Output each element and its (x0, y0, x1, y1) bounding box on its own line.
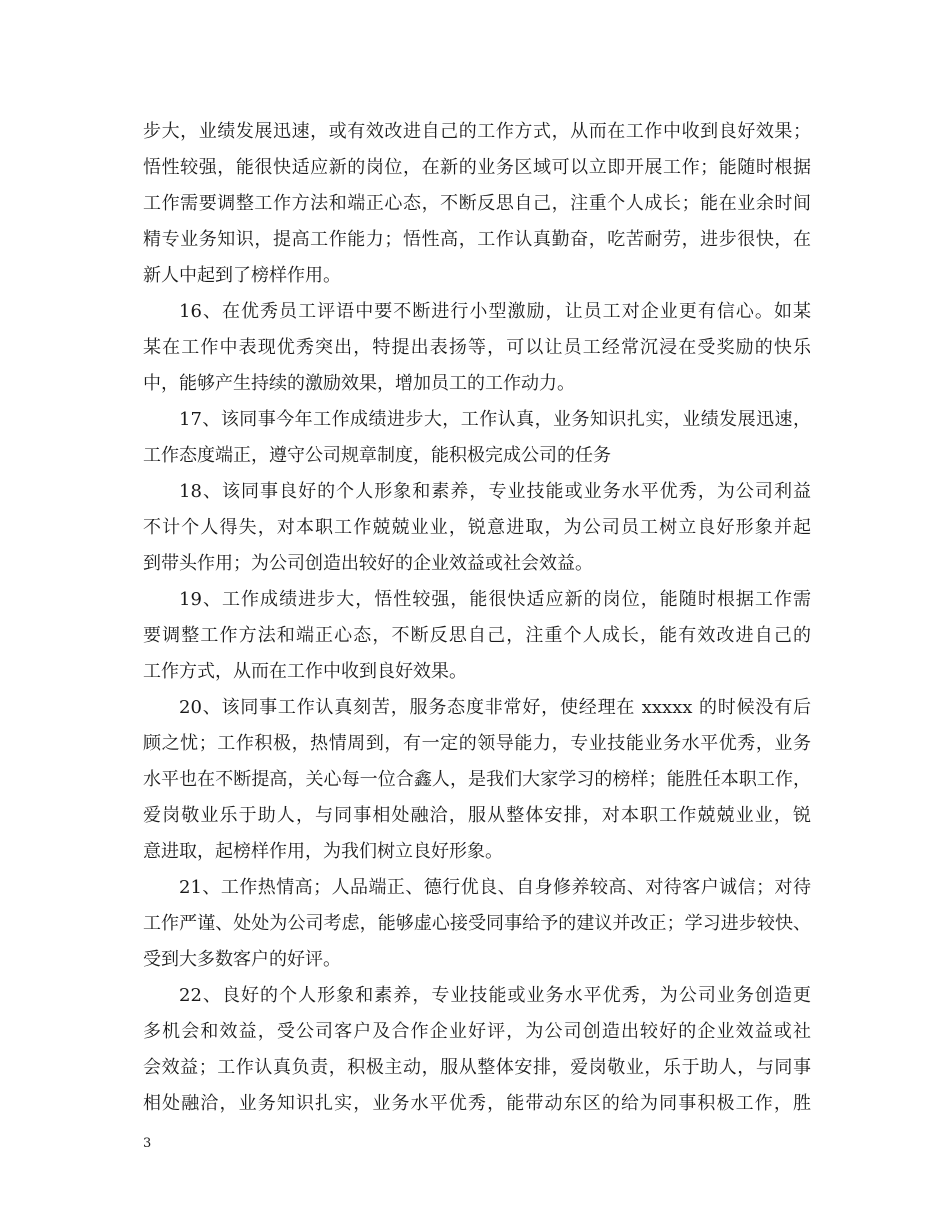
page-number: 3 (143, 1136, 152, 1151)
text-line: 工作方式，从而在工作中收到良好效果。 (143, 661, 467, 682)
text-line: 不计个人得失，对本职工作兢兢业业，锐意进取，为公司员工树立良好形象并起 (143, 517, 811, 538)
text-line: 悟性较强，能很快适应新的岗位，在新的业务区域可以立即开展工作；能随时根据 (143, 157, 811, 178)
text-line: 会效益；工作认真负责，积极主动，服从整体安排，爱岗敬业，乐于助人，与同事 (143, 1057, 811, 1078)
text-line: 工作严谨、处处为公司考虑，能够虚心接受同事给予的建议并改正；学习进步较快、 (143, 913, 811, 934)
text-line: 某在工作中表现优秀突出，特提出表扬等，可以让员工经常沉浸在受奖励的快乐 (143, 337, 811, 358)
text-line: 水平也在不断提高，关心每一位合鑫人，是我们大家学习的榜样；能胜任本职工作， (143, 769, 811, 790)
text-line: 顾之忧；工作积极，热情周到，有一定的领导能力，专业技能业务水平优秀，业务 (143, 733, 811, 754)
paragraph-start-17: 17、该同事今年工作成绩进步大，工作认真，业务知识扎实，业绩发展迅速， (179, 409, 811, 430)
text-line: 多机会和效益，受公司客户及合作企业好评，为公司创造出较好的企业效益或社 (143, 1021, 811, 1042)
text-line: 爱岗敬业乐于助人，与同事相处融洽，服从整体安排，对本职工作兢兢业业，锐 (143, 805, 811, 826)
text-line: 意进取，起榜样作用，为我们树立良好形象。 (143, 841, 503, 862)
document-body (143, 114, 811, 1122)
paragraph-start-20: 20、该同事工作认真刻苦，服务态度非常好，使经理在 xxxxx 的时候没有后 (179, 697, 811, 718)
text-line: 工作态度端正，遵守公司规章制度，能积极完成公司的任务 (143, 445, 611, 466)
paragraph-start-19: 19、工作成绩进步大，悟性较强，能很快适应新的岗位，能随时根据工作需 (179, 589, 811, 610)
text-line: 到带头作用；为公司创造出较好的企业效益或社会效益。 (143, 553, 593, 574)
text-line: 工作需要调整工作方法和端正心态，不断反思自己，注重个人成长；能在业余时间 (143, 193, 811, 214)
text-line: 中，能够产生持续的激励效果，增加员工的工作动力。 (143, 373, 575, 394)
text-line: 精专业务知识，提高工作能力；悟性高，工作认真勤奋，吃苦耐劳，进步很快，在 (143, 229, 811, 250)
text-line: 相处融洽，业务知识扎实，业务水平优秀，能带动东区的给为同事积极工作，胜 (143, 1093, 811, 1114)
paragraph-start-22: 22、良好的个人形象和素养，专业技能或业务水平优秀，为公司业务创造更 (179, 985, 811, 1006)
text-line: 新人中起到了榜样作用。 (143, 265, 341, 286)
paragraph-start-18: 18、该同事良好的个人形象和素养，专业技能或业务水平优秀，为公司利益 (179, 481, 811, 502)
text-line: 受到大多数客户的好评。 (143, 949, 341, 970)
paragraph-start-16: 16、在优秀员工评语中要不断进行小型激励，让员工对企业更有信心。如某 (179, 301, 811, 322)
paragraph-start-21: 21、工作热情高；人品端正、德行优良、自身修养较高、对待客户诚信；对待 (179, 877, 811, 898)
text-line: 步大，业绩发展迅速，或有效改进自己的工作方式，从而在工作中收到良好效果； (143, 121, 811, 142)
text-line: 要调整工作方法和端正心态，不断反思自己，注重个人成长，能有效改进自己的 (143, 625, 811, 646)
